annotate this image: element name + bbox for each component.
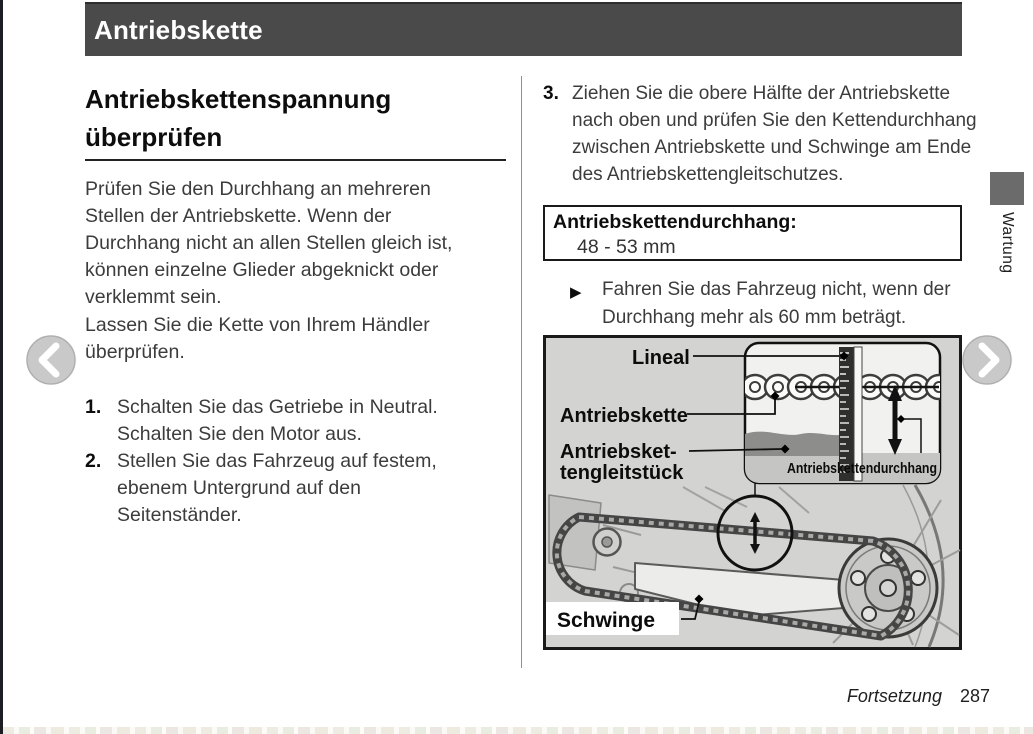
- chevron-left-icon: [26, 335, 76, 385]
- chapter-header-bar: [85, 2, 962, 56]
- chain-slack-diagram: [543, 335, 962, 650]
- dealer-paragraph: Lassen Sie die Kette von Ihrem Händler überprüfen.: [85, 314, 430, 363]
- continuation-label: Fortsetzung: [846, 686, 942, 706]
- page-number: 287: [959, 686, 990, 706]
- label-chain-slack: Antriebskettendurchhang: [787, 460, 937, 477]
- step-3: 3. Ziehen Sie die obere Hälfte der Antriebskette nach oben und prüfen Sie den Kettendurchhang zwischen Antriebskette und Schwinge am Ende des Antriebskettengleitschutzes.: [543, 80, 977, 188]
- warning-note: ▶ Fahren Sie das Fahrzeug nicht, wenn der Durchhang mehr als 60 mm beträgt.: [570, 279, 951, 328]
- section-heading: Antriebskettenspannung überprüfen: [85, 84, 392, 152]
- step-2-number: 2.: [85, 450, 102, 472]
- step-2: 2. Stellen Sie das Fahrzeug auf festem, ebenem Untergrund auf den Seitenständer.: [85, 450, 437, 526]
- label-slider-line2: tengleitstück: [560, 462, 684, 484]
- label-swingarm: Schwinge: [557, 609, 656, 632]
- step-3-number: 3.: [543, 83, 559, 104]
- label-chain: Antriebskette: [560, 405, 688, 427]
- spec-box: [543, 205, 962, 261]
- bottom-thumbnail-strip: [3, 727, 1033, 734]
- heading-rule: [85, 159, 506, 161]
- step-1: 1. Schalten Sie das Getriebe in Neutral. Schalten Sie den Motor aus.: [85, 396, 438, 445]
- next-page-button[interactable]: [962, 335, 1012, 385]
- chapter-tab-marker: [990, 172, 1024, 205]
- spec-label: Antriebskettendurchhang:: [553, 211, 797, 233]
- chevron-right-icon: [962, 335, 1012, 385]
- triangle-bullet-icon: ▶: [570, 284, 582, 301]
- column-divider: [521, 76, 522, 668]
- previous-page-button[interactable]: [26, 335, 76, 385]
- chapter-title: Antriebskette: [94, 14, 263, 45]
- page-left-border: [0, 0, 3, 734]
- intro-paragraph: Prüfen Sie den Durchhang an mehreren Stellen der Antriebskette. Wenn der Durchhang nicht an allen Stellen gleich ist, können einzelne Glieder abgeknickt oder verklemmt sein.: [85, 178, 453, 308]
- step-1-number: 1.: [85, 396, 102, 418]
- label-ruler: Lineal: [632, 347, 690, 369]
- page-footer: [847, 686, 990, 707]
- chapter-tab[interactable]: [990, 172, 1026, 302]
- chapter-tab-label: Wartung: [999, 212, 1016, 274]
- spec-value: 48 - 53 mm: [577, 236, 676, 258]
- label-slider-line1: Antriebsket-: [560, 441, 677, 463]
